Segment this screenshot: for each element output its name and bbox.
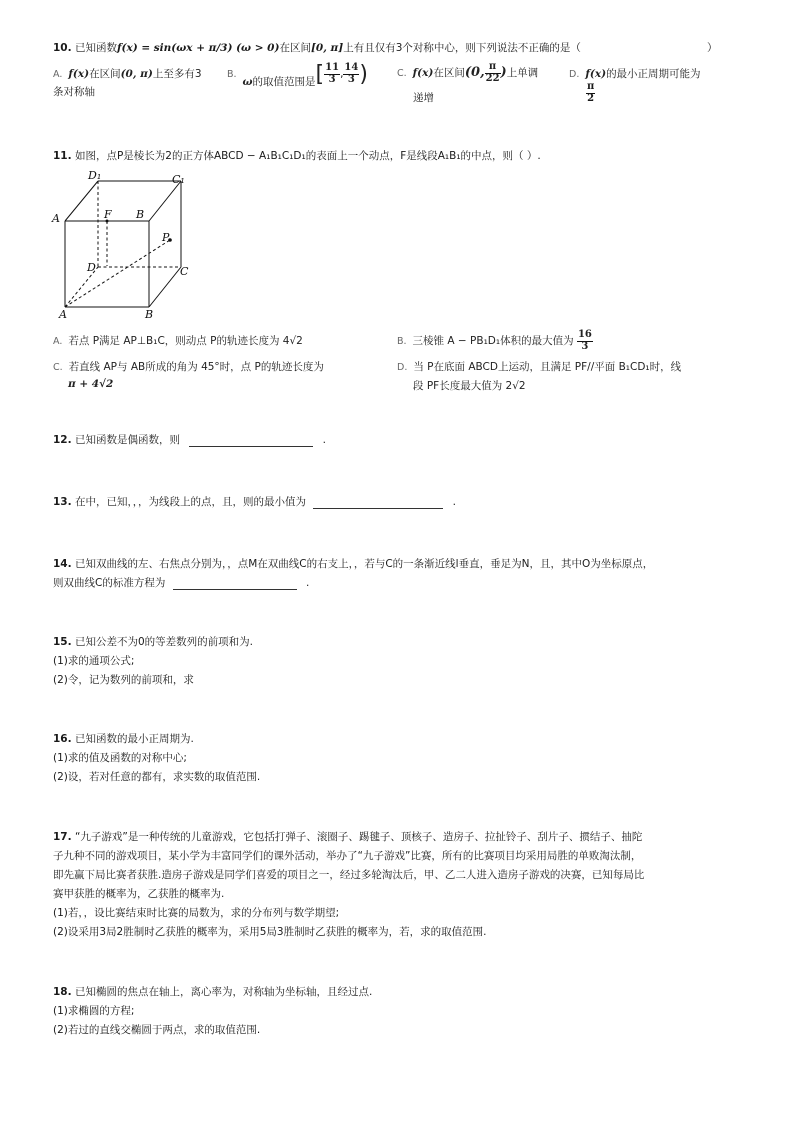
q10-option-d-math: f(x) [585, 68, 607, 80]
q14-line1 [53, 556, 653, 571]
q10-option-b-close: ) [359, 62, 368, 87]
q10-option-a-text-b: 上至多有3 [152, 68, 202, 80]
q16-stem [53, 731, 194, 746]
q15-stem-text: 已知公差不为0的等差数列的前项和为. [74, 636, 253, 648]
label-B: B [145, 308, 154, 318]
q10-option-c[interactable] [397, 62, 538, 84]
q14-text-line2: 则双曲线C的标准方程为 [53, 577, 166, 589]
q11-stem-text: 如图，点P是棱长为2的正方体ABCD − A₁B₁C₁D₁的表面上一个动点，F是线段A₁B₁的中点，则（ ）. [74, 150, 541, 162]
q18-part2: (2)若过的直线交椭圆于两点，求的取值范围. [53, 1024, 261, 1036]
q10-option-b-text: 的取值范围是 [252, 76, 316, 88]
q13-text: 在中，已知，，，为线段上的点，且，则的最小值为 [74, 496, 306, 508]
q13 [53, 494, 456, 509]
q17-line2: 子九种不同的游戏项目，某小学为丰富同学们的课外活动，举办了“九子游戏”比赛，所有的比赛项目均采用局胜的单败淘汰制， [53, 850, 642, 862]
q11-option-c-text: 若直线 AP与 AB所成的角为 45°时，点 P的轨迹长度为 [68, 361, 324, 373]
q10-option-a-letter: A. [53, 69, 63, 80]
q11-option-d-text: 当 P在底面 ABCD上运动，且满足 PF//平面 B₁CD₁时，线 [413, 361, 682, 373]
edge-C-B [149, 267, 181, 307]
q10-option-b-frac2: $\frac{14}{3}$ [344, 62, 359, 85]
q13-answer-blank[interactable] [313, 496, 443, 509]
q11-option-a-text: 若点 P满足 AP⊥B₁C，则动点 P的轨迹长度为 4√2 [68, 335, 303, 347]
q10-option-b-frac1: $\frac{11}{3}$ [325, 62, 340, 85]
q11-option-d[interactable] [397, 359, 681, 374]
label-C1: C₁ [172, 173, 185, 186]
q10-option-d-text: 的最小正周期可能为 [606, 68, 701, 80]
q10-stem [53, 40, 581, 55]
label-C: C [180, 265, 189, 278]
q11-stem [53, 148, 541, 163]
q10-option-a-math: f(x) [68, 68, 90, 80]
q10-option-b-sep: , [340, 68, 344, 80]
q15-part2: (2)令，记为数列的前项和，求 [53, 674, 194, 686]
q10-option-c-open: (0, [464, 65, 485, 80]
q11-option-c[interactable] [53, 359, 324, 374]
q10-option-a-interval: (0, π) [120, 68, 153, 80]
label-B1: B [136, 208, 145, 221]
label-P: P [162, 231, 170, 244]
q11-cube-figure [50, 168, 200, 318]
q10-option-b-letter: B. [227, 69, 237, 80]
q16-part2: (2)设，若对任意的都有，求实数的取值范围. [53, 771, 261, 783]
label-D: D [87, 261, 96, 274]
q11-option-d-letter: D. [397, 362, 408, 373]
q11-option-a-letter: A. [53, 336, 63, 347]
q10-option-c-math: f(x) [412, 67, 434, 79]
q10-function: f(x) = sin(ωx + π/3) (ω > 0) [116, 42, 280, 54]
q15-part1: (1)求的通项公式; [53, 655, 135, 667]
q10-option-c-frac: $\frac{\pi}{22}$ [485, 61, 500, 84]
q14-line2 [53, 575, 309, 590]
q11-option-c-line2: π + 4√2 [68, 378, 114, 390]
q10-stem-close: ） [707, 42, 718, 54]
q11-option-b-frac: $\frac{16}{3}$ [577, 329, 592, 352]
q17-part2: (2)设采用3局2胜制时乙获胜的概率为，采用5局3胜制时乙获胜的概率为，若，求的取值范围. [53, 926, 487, 938]
q11-option-a[interactable] [53, 333, 303, 348]
q10-option-b-open: [ [315, 62, 325, 87]
q11-option-c-letter: C. [53, 362, 63, 373]
q10-stem-text-c: 上有且仅有3个对称中心，则下列说法不正确的是（ [343, 42, 581, 54]
q14-end: . [306, 577, 310, 589]
q18-stem [53, 984, 372, 999]
q10-option-a[interactable] [53, 66, 202, 81]
q10-stem-text-a: 已知函数 [74, 42, 117, 54]
q11-option-b-letter: B. [397, 336, 407, 347]
q14-number: 14. [53, 558, 72, 570]
label-A1: A [52, 212, 60, 225]
q10-option-b[interactable] [227, 62, 368, 89]
q13-number: 13. [53, 496, 72, 508]
label-F: F [104, 208, 112, 221]
q12-number: 12. [53, 434, 72, 446]
q10-option-c-letter: C. [397, 68, 407, 79]
label-D1: D₁ [88, 169, 102, 182]
edge-C1-B1 [149, 181, 181, 221]
q17-line4: 赛甲获胜的概率为，乙获胜的概率为. [53, 888, 225, 900]
q10-option-d-letter: D. [569, 69, 580, 80]
q10-option-d-frac: $\frac{\pi}{2}$ [587, 81, 595, 104]
q18-stem-text: 已知椭圆的焦点在轴上，离心率为，对称轴为坐标轴，且经过点. [74, 986, 373, 998]
q10-option-a-line2: 条对称轴 [53, 86, 95, 98]
q17-part1: (1)若，，设比赛结束时比赛的局数为，求的分布列与数学期望; [53, 907, 340, 919]
q15-stem [53, 634, 253, 649]
q10-option-c-text-b: 上单调 [506, 67, 539, 79]
q15-number: 15. [53, 636, 72, 648]
q10-option-c-line2: 递增 [413, 92, 434, 104]
q11-option-b-text: 三棱锥 A − PB₁D₁体积的最大值为 [412, 335, 574, 347]
segment-A-P [65, 240, 170, 307]
q12 [53, 432, 326, 447]
q10-interval: [0, π] [310, 42, 344, 54]
q10-option-c-text: 在区间 [433, 67, 465, 79]
q10-option-d[interactable] [569, 66, 701, 81]
q16-number: 16. [53, 733, 72, 745]
q10-option-b-omega: ω [242, 76, 253, 88]
q17-line1 [53, 829, 642, 844]
q11-option-b[interactable] [397, 330, 593, 352]
q12-answer-blank[interactable] [189, 434, 313, 447]
q11-number: 11. [53, 150, 72, 162]
q18-number: 18. [53, 986, 72, 998]
q11-option-d-line2: 段 PF长度最大值为 2√2 [413, 380, 526, 392]
q14-answer-blank[interactable] [173, 577, 297, 590]
q17-text-line1: “九子游戏”是一种传统的儿童游戏，它包括打弹子、滚圈子、踢毽子、顶核子、造房子、拉扯铃子、刮片子、掼结子、抽陀 [74, 831, 643, 843]
q10-option-c-close: ) [500, 65, 507, 80]
q13-end: . [452, 496, 456, 508]
edge-A1-D1 [65, 181, 98, 221]
q17-number: 17. [53, 831, 72, 843]
q17-line3: 即先赢下局比赛者获胜.造房子游戏是同学们喜爱的项目之一，经过多轮淘汰后，甲、乙二人进入造房子游戏的决赛，已知每局比 [53, 869, 645, 881]
q14-text-line1: 已知双曲线的左、右焦点分别为，，点M在双曲线C的右支上，，若与C的一条渐近线l垂直，垂足为N，且，其中O为坐标原点， [74, 558, 654, 570]
q16-stem-text: 已知函数的最小正周期为. [74, 733, 194, 745]
q16-part1: (1)求的值及函数的对称中心; [53, 752, 187, 764]
q10-option-a-text: 在区间 [89, 68, 121, 80]
q12-text: 已知函数是偶函数，则 [74, 434, 180, 446]
q10-stem-text-b: 在区间 [279, 42, 311, 54]
q10-number: 10. [53, 42, 72, 54]
q12-end: . [322, 434, 326, 446]
q18-part1: (1)求椭圆的方程; [53, 1005, 135, 1017]
label-A: A [59, 308, 67, 318]
